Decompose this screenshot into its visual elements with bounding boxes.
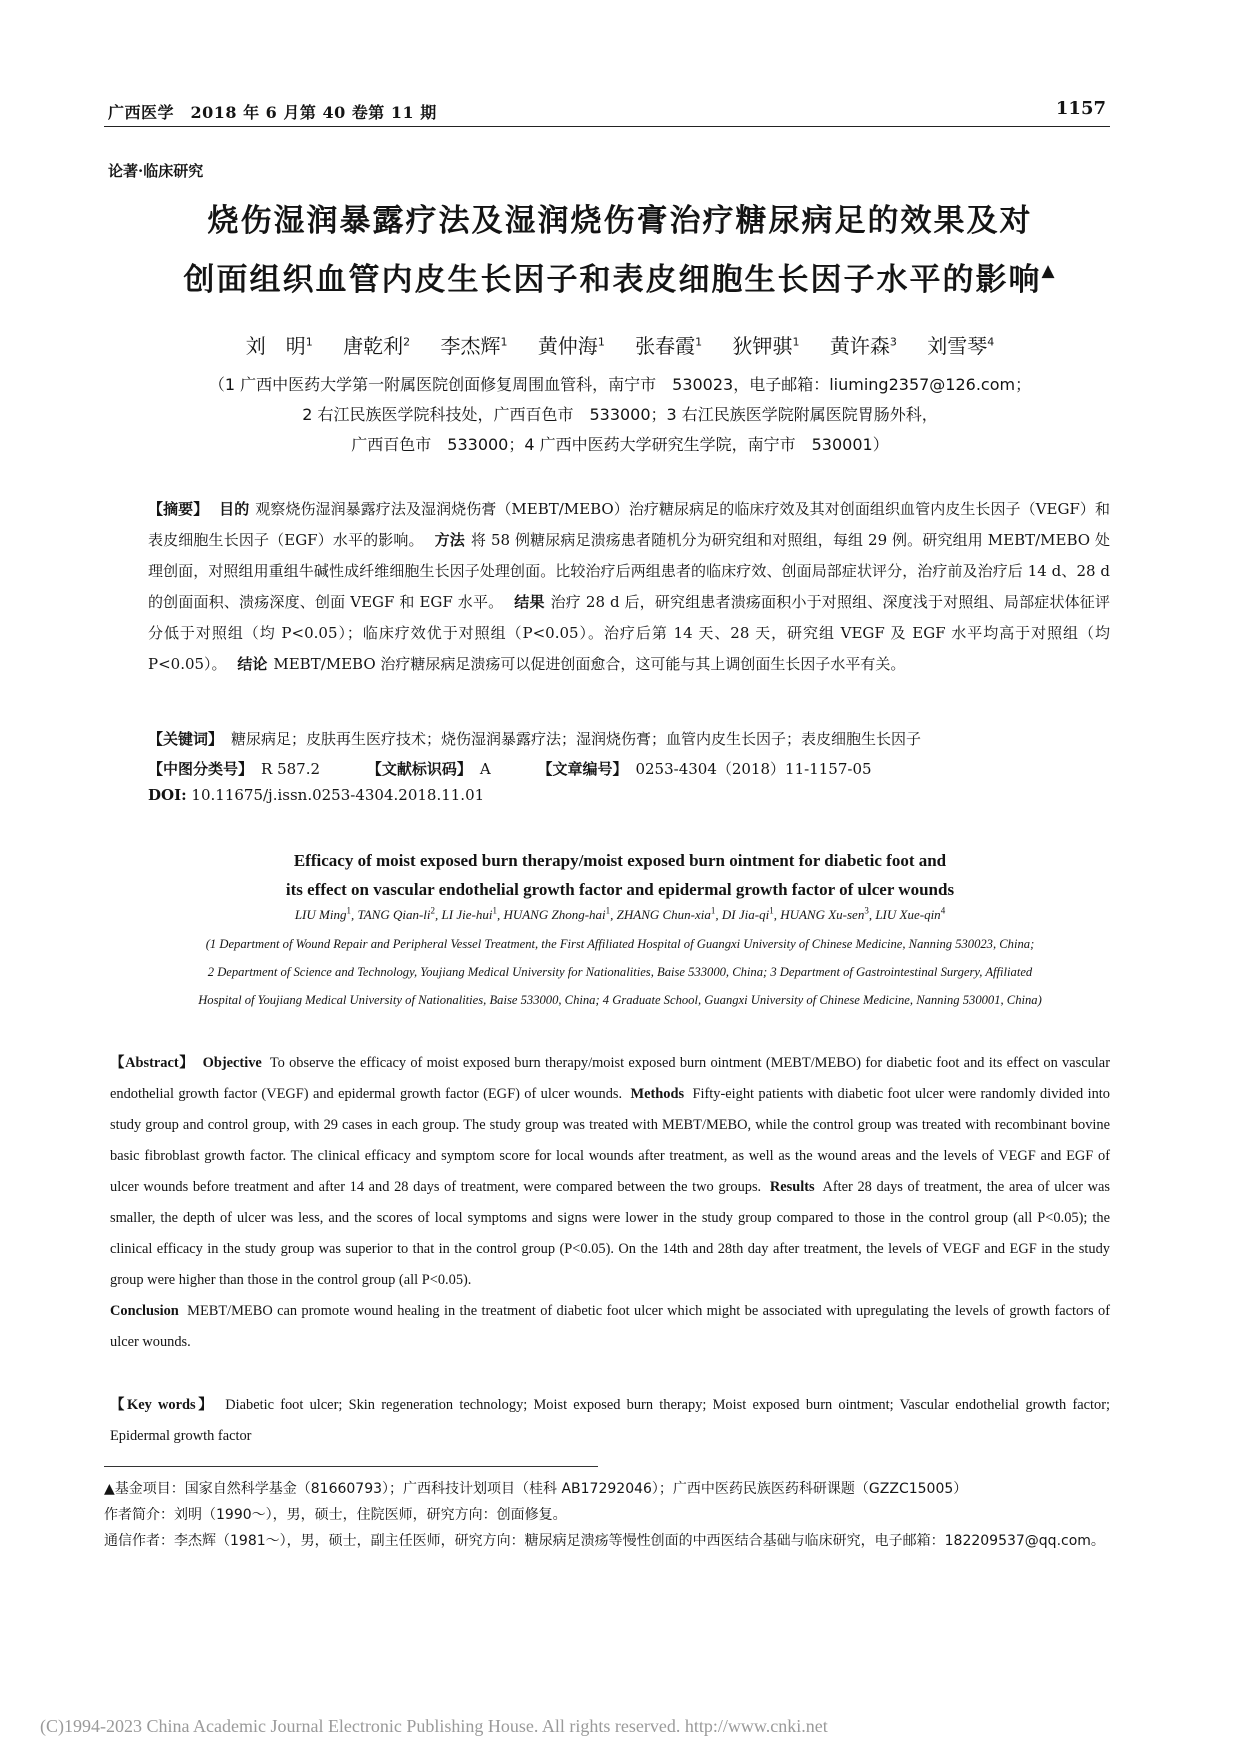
title-cn-line-2	[100, 246, 1140, 305]
author-cn-affil: 1	[305, 335, 313, 349]
footnote-corresponding: 通信作者：李杰辉（1981～），男，硕士，副主任医师，研究方向：糖尿病足溃疡等慢性创面的中西医结合基础与临床研究，电子邮箱：182209537@qq.com。	[104, 1533, 1105, 1549]
author-cn	[440, 334, 507, 358]
page-number: 1157	[1055, 98, 1106, 119]
article-number-value: 0253-4304（2018）11-1157-05	[635, 760, 872, 778]
abstract-cn-conclusion-heading: 结论	[237, 655, 268, 673]
author-cn-name: 刘雪琴	[927, 334, 988, 358]
author-cn	[927, 334, 994, 358]
author-cn	[733, 334, 800, 358]
author-cn-name: 狄钾骐	[732, 334, 793, 358]
author-en	[295, 907, 351, 922]
author-cn-affil: 1	[500, 335, 508, 349]
author-en-name: DI Jia-qi	[721, 907, 770, 923]
title-en-line-1: Efficacy of moist exposed burn therapy/moist exposed burn ointment for diabetic foot and	[293, 851, 947, 870]
clc-label: 【中图分类号】	[148, 760, 254, 778]
affiliation-en-line: 2 Department of Science and Technology, Youjiang Medical University for Nationalities, Baise 533000, China; 3 Department of Gastrointestinal Surgery, Affiliated	[207, 965, 1033, 979]
abstract-en-objective-heading: Objective	[202, 1055, 262, 1071]
author-cn-name: 黄仲海	[537, 334, 598, 358]
author-en-name: HUANG Zhong-hai	[503, 907, 606, 923]
title-cn-line-1: 烧伤湿润暴露疗法及湿润烧伤膏治疗糖尿病足的效果及对	[207, 203, 1033, 239]
abstract-cn-results-heading: 结果	[514, 593, 545, 611]
article-title-cn	[100, 196, 1140, 305]
title-en-line-2: its effect on vascular endothelial growth factor and epidermal growth factor of ulcer wounds	[285, 880, 955, 899]
article-number-label: 【文章编号】	[537, 760, 628, 778]
section-label: 论著·临床研究	[108, 162, 204, 180]
author-en	[617, 907, 716, 922]
author-cn	[538, 334, 605, 358]
abstract-cn-methods-heading: 方法	[434, 531, 465, 549]
abstract-en-results: After 28 days of treatment, the area of ulcer was smaller, the depth of ulcer was less, and the scores of local symptoms and signs were lower in the study group compared to those in the control group (all P<0.05); the clinical efficacy in the study group was superior to that in the control group (P<0.05). On the 14th and 28th day after treatment, the levels of VEGF and EGF in the study group were higher than those in the control group (all P<0.05).	[110, 1179, 1110, 1288]
author-en-affil: 1	[492, 906, 497, 916]
author-en	[722, 907, 774, 922]
author-en	[780, 907, 869, 922]
author-en-name: LIU Ming	[294, 907, 347, 923]
author-cn-affil: 1	[597, 335, 605, 349]
author-cn-affil: 4	[987, 335, 995, 349]
affiliations-en	[106, 930, 1134, 1014]
author-en-name: LI Jie-hui	[441, 907, 493, 923]
classification-line	[148, 754, 1110, 784]
abstract-cn	[148, 494, 1110, 680]
author-cn-affil: 1	[792, 335, 800, 349]
author-en	[442, 907, 497, 922]
copyright-watermark: (C)1994-2023 China Academic Journal Electronic Publishing House. All rights reserved. http://www.cnki.net	[40, 1716, 828, 1736]
abstract-cn-label: 【摘要】	[148, 500, 209, 518]
author-cn-affil: 1	[695, 335, 703, 349]
author-en-name: TANG Qian-li	[357, 907, 431, 923]
keywords-cn	[148, 724, 1110, 754]
footnotes	[104, 1476, 1110, 1554]
keywords-en-label: 【Key words】	[110, 1397, 216, 1413]
author-en-affil: 3	[864, 906, 869, 916]
author-en-affil: 1	[605, 906, 611, 916]
author-en	[875, 907, 945, 922]
author-cn	[830, 334, 897, 358]
author-cn-name: 黄许森	[829, 334, 890, 358]
author-list-cn	[100, 330, 1140, 359]
abstract-en-objective: To observe the efficacy of moist exposed burn therapy/moist exposed burn ointment (MEBT/MEBO) for diabetic foot and its effect on vascular endothelial growth factor (VEGF) and epidermal growth factor (EGF) of ulcer wounds.	[110, 1055, 1110, 1102]
author-cn-affil: 2	[403, 335, 411, 349]
keywords-cn-text: 糖尿病足；皮肤再生医疗技术；烧伤湿润暴露疗法；湿润烧伤膏；血管内皮生长因子；表皮细胞生长因子	[231, 730, 922, 748]
affiliation-en-line: Hospital of Youjiang Medical University of Nationalities, Baise 533000, China; 4 Graduate School, Guangxi University of Chinese Medicine, Nanning 530001, China)	[198, 993, 1042, 1007]
author-cn	[246, 334, 313, 358]
footnote-author: 作者简介：刘明（1990～），男，硕士，住院医师，研究方向：创面修复。	[104, 1507, 567, 1523]
running-header-journal: 广西医学 2018 年 6 月第 40 卷第 11 期	[108, 103, 437, 122]
author-en-affil: 2	[430, 906, 436, 916]
keywords-en	[110, 1390, 1110, 1452]
abstract-cn-objective: 观察烧伤湿润暴露疗法及湿润烧伤膏（MEBT/MEBO）治疗糖尿病足的临床疗效及其对创面组织血管内皮生长因子（VEGF）和表皮细胞生长因子（EGF）水平的影响。	[148, 500, 1110, 549]
abstract-en-methods: Fifty-eight patients with diabetic foot ulcer were randomly divided into study group and control group, with 29 cases in each group. The study group was treated with MEBT/MEBO, while the control group was treated with recombinant bovine basic fibroblast growth factor. The clinical efficacy and symptom score for local wounds after treatment, as well as the wound areas and the levels of VEGF and EGF of ulcer wounds before treatment and after 14 and 28 days of treatment, were compared between the two groups.	[110, 1086, 1110, 1195]
doc-code-label: 【文献标识码】	[366, 760, 472, 778]
abstract-en-methods-heading: Methods	[630, 1086, 685, 1102]
abstract-cn-objective-heading: 目的	[219, 500, 250, 518]
author-en-affil: 1	[769, 906, 774, 916]
footnote-rule	[104, 1466, 598, 1467]
clc-value: R 587.2	[261, 760, 321, 778]
keywords-en-text: Diabetic foot ulcer; Skin regeneration technology; Moist exposed burn therapy; Moist exposed burn ointment; Vascular endothelial growth factor; Epidermal growth factor	[110, 1397, 1110, 1444]
affiliation-cn-line: 广西百色市 533000；4 广西中医药大学研究生学院，南宁市 530001）	[351, 435, 889, 454]
affiliation-cn-line: （1 广西中医药大学第一附属医院创面修复周围血管科，南宁市 530023，电子邮箱：liuming2357@126.com；	[208, 375, 1032, 394]
affiliation-cn-line: 2 右江民族医学院科技处，广西百色市 533000；3 右江民族医学院附属医院胃肠外科，	[302, 405, 938, 424]
abstract-en-results-heading: Results	[769, 1179, 815, 1195]
author-cn-affil: 3	[889, 335, 897, 349]
author-en	[357, 907, 435, 922]
doi-line	[148, 786, 484, 804]
author-cn	[343, 334, 410, 358]
abstract-cn-methods: 将 58 例糖尿病足溃疡患者随机分为研究组和对照组，每组 29 例。研究组用 MEBT/MEBO 处理创面，对照组用重组牛碱性成纤维细胞生长因子处理创面。比较治疗后两组患者的临床疗效、创面局部症状评分，治疗前及治疗后 14 d、28 d 的创面面积、溃疡深度、创面 VEGF 和 EGF 水平。	[148, 531, 1110, 611]
author-en	[503, 907, 610, 922]
doc-code-value: A	[479, 760, 491, 778]
author-en-name: ZHANG Chun-xia	[616, 907, 711, 923]
abstract-cn-results: 治疗 28 d 后，研究组患者溃疡面积小于对照组、深度浅于对照组、局部症状体征评分低于对照组（均 P<0.05）；临床疗效优于对照组（P<0.05）。治疗后第 14 天、28 天，研究组 VEGF 及 EGF 水平均高于对照组（均 P<0.05）。	[148, 593, 1110, 673]
affiliations-cn	[120, 370, 1120, 460]
author-cn	[635, 334, 702, 358]
fund-mark: ▲	[1041, 261, 1057, 281]
author-en-affil: 4	[940, 906, 946, 916]
abstract-en-conclusion-heading: Conclusion	[110, 1303, 179, 1319]
article-title-en	[100, 846, 1140, 904]
doi-value: 10.11675/j.issn.0253-4304.2018.11.01	[191, 786, 485, 804]
author-cn-name: 唐乾利	[343, 334, 404, 358]
author-en-affil: 1	[346, 906, 351, 916]
author-en-name: HUANG Xu-sen	[780, 907, 865, 923]
footnote-fund: ▲基金项目：国家自然科学基金（81660793）；广西科技计划项目（桂科 AB17292046）；广西中医药民族医药科研课题（GZZC15005）	[104, 1481, 968, 1497]
author-cn-name: 刘 明	[245, 334, 306, 358]
abstract-en-conclusion: MEBT/MEBO can promote wound healing in the treatment of diabetic foot ulcer which might be associated with upregulating the levels of growth factors of ulcer wounds.	[110, 1303, 1110, 1350]
keywords-cn-label: 【关键词】	[148, 730, 224, 748]
author-en-affil: 1	[710, 906, 716, 916]
author-cn-name: 张春霞	[635, 334, 696, 358]
title-cn-line-2-text: 创面组织血管内皮生长因子和表皮细胞生长因子水平的影响	[183, 262, 1042, 298]
doi-label: DOI:	[148, 786, 187, 804]
header-rule	[104, 126, 1110, 127]
author-list-en: LIU Ming$^1$, TANG Qian-$li^2$, LI Jie-hui$^1$, HUANG Zhong-hai$^1$, ZHANG Chun-xia$^1$, DI Jia-$qi^1$, HUANG Xu-sen$^3$, LIU Xue-qin$^4$	[294, 906, 946, 923]
abstract-en	[110, 1048, 1110, 1358]
abstract-cn-conclusion: MEBT/MEBO 治疗糖尿病足溃疡可以促进创面愈合，这可能与其上调创面生长因子水平有关。	[273, 655, 906, 673]
abstract-en-label: 【Abstract】	[110, 1055, 195, 1071]
affiliation-en-line: (1 Department of Wound Repair and Peripheral Vessel Treatment, the First Affiliated Hospital of Guangxi University of Chinese Medicine, Nanning 530023, China;	[205, 937, 1035, 951]
author-en-name: LIU Xue-qin	[875, 907, 941, 923]
author-cn-name: 李杰辉	[440, 334, 501, 358]
